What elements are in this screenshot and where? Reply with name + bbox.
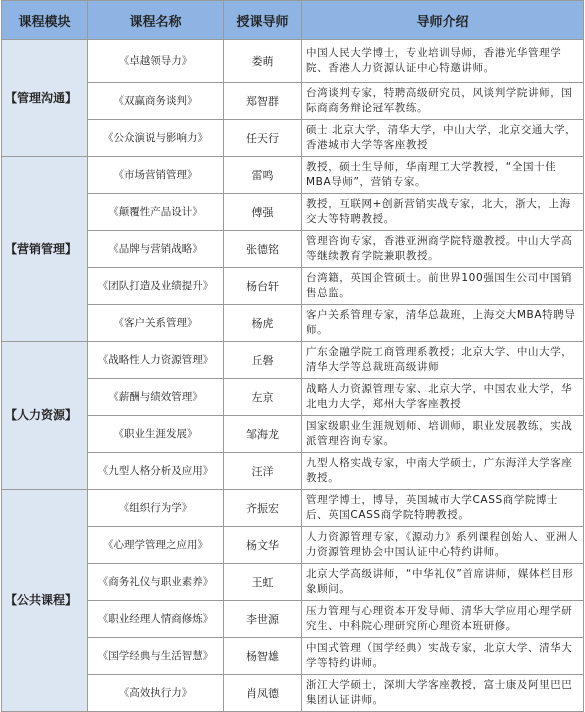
teacher-cell: 王虹 bbox=[224, 564, 302, 601]
course-cell: 《团队打造及业绩提升》 bbox=[88, 268, 224, 305]
intro-cell: 压力管理与心理资本开发导师、清华大学应用心理学研究生、中科院心理研究所心理资本班研修。 bbox=[302, 601, 584, 638]
course-cell: 《高效执行力》 bbox=[88, 675, 224, 712]
intro-cell: 管理学博士，博导，英国城市大学CASS商学院博士后、英国CASS商学院特聘教授。 bbox=[302, 490, 584, 527]
intro-cell: 北京大学高级讲师，“中华礼仪”首席讲师，媒体栏目形象顾问。 bbox=[302, 564, 584, 601]
table-row bbox=[2, 157, 584, 194]
intro-cell: 战略人力资源管理专家、北京大学，中国农业大学，华北电力大学，郑州大学客座教授 bbox=[302, 379, 584, 416]
table-row bbox=[2, 305, 584, 342]
teacher-cell: 张德铭 bbox=[224, 231, 302, 268]
intro-cell: 广东金融学院工商管理系教授；北京大学、中山大学，清华大学等总裁班高级讲师 bbox=[302, 342, 584, 379]
teacher-cell: 杨台轩 bbox=[224, 268, 302, 305]
course-cell: 《国学经典与生活智慧》 bbox=[88, 638, 224, 675]
course-cell: 《职业生涯发展》 bbox=[88, 416, 224, 453]
course-cell: 《战略性人力资源管理》 bbox=[88, 342, 224, 379]
teacher-cell: 肖凤德 bbox=[224, 675, 302, 712]
table-row bbox=[2, 231, 584, 268]
module-cell: 【公共课程】 bbox=[2, 490, 88, 712]
intro-cell: 中国人民大学博士，专业培训导师，香港光华管理学院、香港人力资源认证中心特邀讲师。 bbox=[302, 40, 584, 83]
teacher-cell: 杨智雄 bbox=[224, 638, 302, 675]
header-module: 课程模块 bbox=[2, 1, 88, 40]
header-intro: 导师介绍 bbox=[302, 1, 584, 40]
intro-cell: 管理咨询专家，香港亚洲商学院特邀教授。中山大学高等继续教育学院兼职教授。 bbox=[302, 231, 584, 268]
teacher-cell: 齐振宏 bbox=[224, 490, 302, 527]
table-row bbox=[2, 416, 584, 453]
teacher-cell: 郑智群 bbox=[224, 83, 302, 120]
module-cell: 【营销管理】 bbox=[2, 157, 88, 342]
course-cell: 《九型人格分析及应用》 bbox=[88, 453, 224, 490]
table-row bbox=[2, 268, 584, 305]
intro-cell: 台湾谈判专家，特聘高级研究员，风谈判学院讲师，国际商商务辩论冠军教练。 bbox=[302, 83, 584, 120]
table-row bbox=[2, 342, 584, 379]
teacher-cell: 杨文华 bbox=[224, 527, 302, 564]
teacher-cell: 傅强 bbox=[224, 194, 302, 231]
table-row bbox=[2, 564, 584, 601]
table-row bbox=[2, 601, 584, 638]
intro-cell: 浙江大学硕士，深圳大学客座教授，富士康及阿里巴巴集团认证讲师。 bbox=[302, 675, 584, 712]
course-cell: 《客户关系管理》 bbox=[88, 305, 224, 342]
course-table bbox=[1, 0, 584, 712]
table-row bbox=[2, 194, 584, 231]
intro-cell: 国家级职业生涯规划师、培训师，职业发展教练，实战派管理咨询专家。 bbox=[302, 416, 584, 453]
course-cell: 《商务礼仪与职业素养》 bbox=[88, 564, 224, 601]
intro-cell: 人力资源管理专家，《源动力》系列课程创始人、亚洲人力资源管理协会中国认证中心特约讲师。 bbox=[302, 527, 584, 564]
table-row bbox=[2, 453, 584, 490]
table-row bbox=[2, 527, 584, 564]
table-row bbox=[2, 490, 584, 527]
table-row bbox=[2, 675, 584, 712]
header-course: 课程名称 bbox=[88, 1, 224, 40]
intro-cell: 教授，互联网+创新营销实战专家，北大，浙大，上海交大等特聘教授。 bbox=[302, 194, 584, 231]
teacher-cell: 娄萌 bbox=[224, 40, 302, 83]
teacher-cell: 杨虎 bbox=[224, 305, 302, 342]
table-row bbox=[2, 83, 584, 120]
intro-cell: 硕士 北京大学，清华大学，中山大学，北京交通大学，香港城市大学等客座教授 bbox=[302, 120, 584, 157]
teacher-cell: 任天行 bbox=[224, 120, 302, 157]
header-teacher: 授课导师 bbox=[224, 1, 302, 40]
module-cell: 【人力资源】 bbox=[2, 342, 88, 490]
table-row bbox=[2, 40, 584, 83]
course-cell: 《职业经理人情商修炼》 bbox=[88, 601, 224, 638]
teacher-cell: 李世源 bbox=[224, 601, 302, 638]
module-cell: 【管理沟通】 bbox=[2, 40, 88, 157]
intro-cell: 中国式管理（国学经典）实战专家，北京大学、清华大学等特约讲师。 bbox=[302, 638, 584, 675]
course-cell: 《双赢商务谈判》 bbox=[88, 83, 224, 120]
teacher-cell: 左京 bbox=[224, 379, 302, 416]
intro-cell: 客户关系管理专家，清华总裁班，上海交大MBA特聘导师。 bbox=[302, 305, 584, 342]
teacher-cell: 邹海龙 bbox=[224, 416, 302, 453]
course-cell: 《卓越领导力》 bbox=[88, 40, 224, 83]
teacher-cell: 汪洋 bbox=[224, 453, 302, 490]
intro-cell: 教授，硕士生导师，华南理工大学教授，“全国十佳MBA导师”，营销专家。 bbox=[302, 157, 584, 194]
teacher-cell: 丘磐 bbox=[224, 342, 302, 379]
table-body bbox=[2, 40, 584, 712]
course-cell: 《颠覆性产品设计》 bbox=[88, 194, 224, 231]
table-row bbox=[2, 638, 584, 675]
teacher-cell: 雷鸣 bbox=[224, 157, 302, 194]
intro-cell: 台湾籍，英国企管硕士。前世界100强国生公司中国销售总监。 bbox=[302, 268, 584, 305]
table-row bbox=[2, 379, 584, 416]
table-row bbox=[2, 120, 584, 157]
header-row bbox=[2, 1, 584, 40]
course-cell: 《组织行为学》 bbox=[88, 490, 224, 527]
intro-cell: 九型人格实战专家，中南大学硕士，广东海洋大学客座教授。 bbox=[302, 453, 584, 490]
course-cell: 《薪酬与绩效管理》 bbox=[88, 379, 224, 416]
course-cell: 《品牌与营销战略》 bbox=[88, 231, 224, 268]
course-cell: 《心理学管理之应用》 bbox=[88, 527, 224, 564]
course-cell: 《公众演说与影响力》 bbox=[88, 120, 224, 157]
course-cell: 《市场营销管理》 bbox=[88, 157, 224, 194]
